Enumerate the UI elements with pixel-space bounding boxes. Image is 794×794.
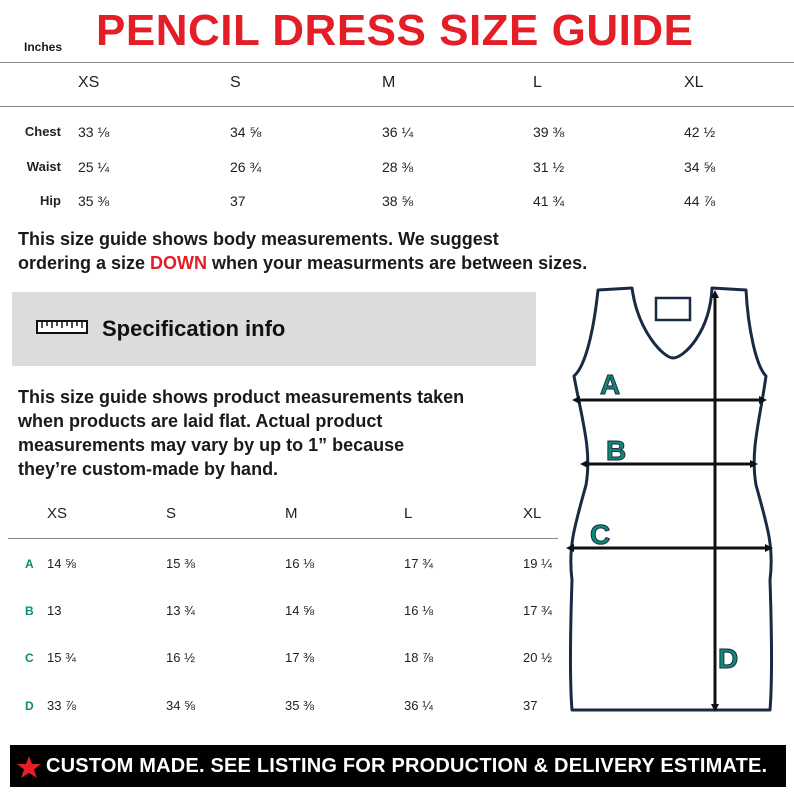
table-cell: 28 ⅜	[382, 159, 414, 175]
table-cell: 41 ¾	[533, 193, 565, 209]
table-cell: 26 ¾	[230, 159, 262, 175]
body-header-m: M	[382, 74, 396, 91]
product-header-m: M	[285, 505, 298, 522]
table-cell: 19 ¼	[523, 556, 552, 571]
spec-line-3: measurements may vary by up to 1” because	[18, 435, 405, 455]
table-cell: 16 ⅛	[285, 556, 314, 571]
size-down-highlight: DOWN	[150, 253, 208, 273]
neck-label	[656, 298, 690, 320]
diagram-label-d: D	[718, 643, 739, 674]
table-cell: 14 ⅝	[47, 556, 76, 571]
table-cell: 38 ⅝	[382, 193, 414, 209]
table-cell: 34 ⅝	[684, 159, 716, 175]
spec-line-4: they’re custom-made by hand.	[18, 459, 279, 479]
product-header-xs: XS	[47, 505, 68, 522]
table-cell: 17 ¾	[404, 556, 433, 571]
spec-line-2: when products are laid flat. Actual product	[18, 411, 383, 431]
table-cell: 37	[230, 193, 246, 209]
row-label-c: C	[25, 651, 34, 665]
table-cell: 35 ⅜	[285, 698, 314, 713]
spec-title: Specification info	[102, 316, 286, 341]
body-note-line-1: This size guide shows body measurements. We suggest	[18, 229, 499, 249]
ruler-icon	[36, 320, 88, 334]
body-header-l: L	[533, 74, 542, 91]
product-header-l: L	[404, 505, 413, 522]
table-cell: 17 ⅜	[285, 650, 314, 665]
table-cell: 15 ⅜	[166, 556, 195, 571]
note-text: when your measurments are between sizes.	[207, 253, 588, 273]
diagram-label-a: A	[600, 369, 621, 400]
table-cell: 35 ⅜	[78, 193, 110, 209]
footer-notice: CUSTOM MADE. SEE LISTING FOR PRODUCTION & DELIVERY ESTIMATE.	[46, 755, 768, 777]
table-cell: 39 ⅜	[533, 124, 565, 140]
dress-diagram	[560, 280, 782, 720]
row-label-waist: Waist	[26, 159, 61, 174]
body-header-xl: XL	[684, 74, 704, 91]
table-cell: 16 ½	[166, 650, 195, 665]
table-cell: 34 ⅝	[166, 698, 195, 713]
table-cell: 37	[523, 698, 538, 713]
table-cell: 15 ¾	[47, 650, 76, 665]
body-note-line-2	[18, 252, 587, 275]
body-header-s: S	[230, 74, 241, 91]
table-cell: 13 ¾	[166, 603, 195, 618]
spec-line-1: This size guide shows product measurements taken	[18, 387, 465, 407]
row-label-a: A	[25, 557, 34, 571]
table-cell: 33 ⅞	[47, 698, 76, 713]
divider	[0, 106, 794, 107]
table-cell: 44 ⅞	[684, 193, 716, 209]
table-cell: 14 ⅝	[285, 603, 314, 618]
table-cell: 36 ¼	[382, 124, 414, 140]
page-title: PENCIL DRESS SIZE GUIDE	[96, 6, 694, 55]
units-label: Inches	[24, 40, 63, 54]
row-label-chest: Chest	[24, 124, 61, 139]
divider	[0, 62, 794, 63]
table-cell: 42 ½	[684, 124, 716, 140]
table-cell: 16 ⅛	[404, 603, 433, 618]
row-label-hip: Hip	[40, 193, 61, 208]
dress-outline	[571, 288, 772, 710]
divider	[8, 538, 558, 539]
star-icon	[16, 755, 42, 779]
table-cell: 36 ¼	[404, 698, 433, 713]
table-cell: 25 ¼	[78, 159, 110, 175]
table-cell: 20 ½	[523, 650, 552, 665]
diagram-label-b: B	[606, 435, 627, 466]
table-cell: 13	[47, 603, 62, 618]
product-header-s: S	[166, 505, 177, 522]
table-cell: 31 ½	[533, 159, 565, 175]
table-cell: 18 ⅞	[404, 650, 433, 665]
row-label-d: D	[25, 699, 34, 713]
table-cell: 17 ¾	[523, 603, 552, 618]
product-header-xl: XL	[523, 505, 542, 522]
table-cell: 33 ⅛	[78, 124, 110, 140]
table-cell: 34 ⅝	[230, 124, 262, 140]
row-label-b: B	[25, 604, 34, 618]
note-text: ordering a size	[18, 253, 151, 273]
diagram-label-c: C	[590, 519, 611, 550]
body-header-xs: XS	[78, 74, 100, 91]
